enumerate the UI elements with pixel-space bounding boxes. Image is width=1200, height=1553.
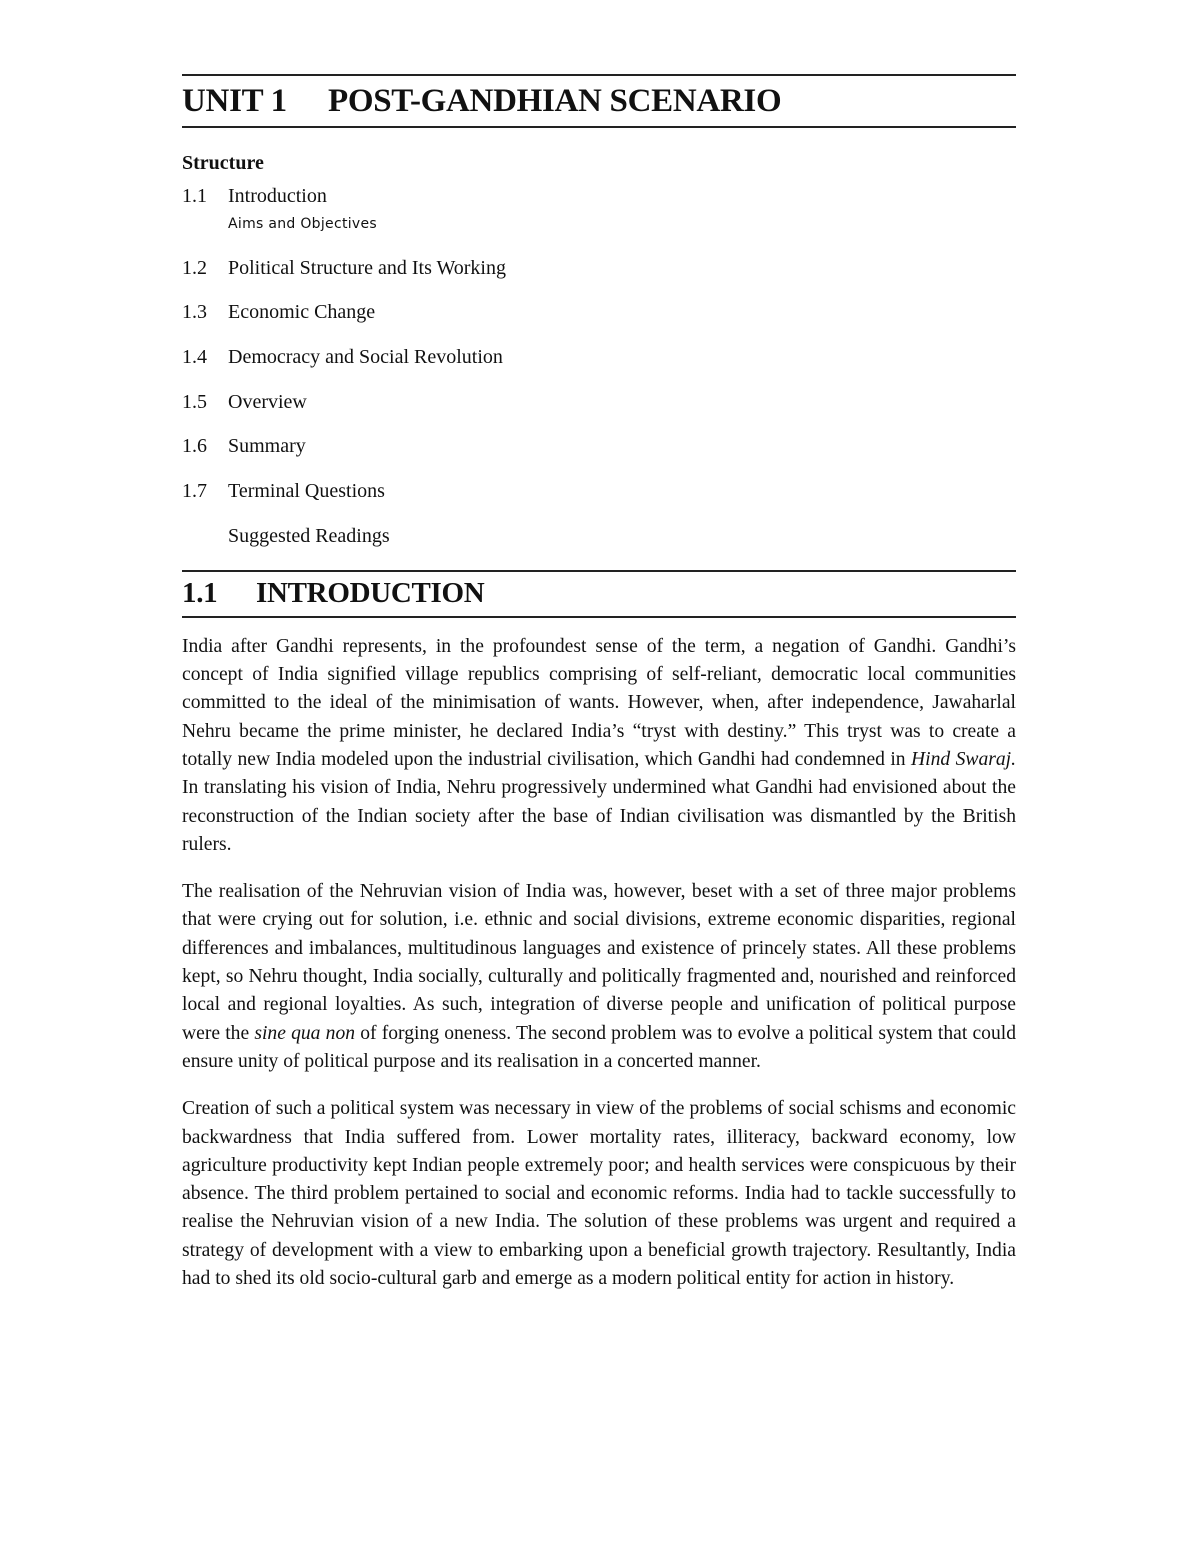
toc-item-title: Terminal Questions [228,480,385,503]
unit-heading-bottom-rule [182,126,1016,128]
paragraph-emphasis: Hind Swaraj. [911,749,1017,770]
toc-item-number: 1.3 [182,301,207,324]
section-number: 1.1 [182,577,218,610]
toc-item [182,257,1016,280]
section-heading-bottom-rule [182,616,1016,618]
toc-item [182,435,1016,458]
introduction-section [182,570,1016,1294]
toc-item-title: Overview [228,390,307,413]
toc-suggested-readings: Suggested Readings [228,524,390,547]
toc-item-title: Introduction [228,185,327,207]
paragraph-text: Creation of such a political system was necessary in view of the problems of social schisms and economic backwardness that India suffered from. Lower mortality rates, illiteracy, backward economy, low agriculture productivity kept Indian people extremely poor; and health services were conspicuous by their absence. The third problem pertained to social and economic reforms. India had to tackle successfully to realise the Nehruvian vision of a new India. The solution of these problems was urgent and required a strategy of development with a view to embarking upon a beneficial growth trajectory. Resultantly, India had to shed its old socio-cultural garb and emerge as a modern political entity for action in history. [182,1098,1016,1290]
structure-label: Structure [182,152,264,174]
toc-item [182,391,1016,414]
toc-item [182,301,1016,324]
toc-item-number: 1.4 [182,346,207,369]
paragraph-text: of forging oneness. The second problem was to evolve a political system that could ensure unity of political purpose and its realisation in a concerted manner. [182,1022,1017,1072]
unit-number: UNIT 1 [182,82,287,119]
unit-heading [182,76,1016,126]
paragraph-text: The realisation of the Nehruvian vision of India was, however, beset with a set of three major problems that were crying out for solution, i.e. ethnic and social divisions, extreme economic disparities, regional differences and imbalances, multitudinous languages and existence of princely states. All these problems kept, so Nehru thought, India socially, culturally and politically fragmented and, nourished and reinforced local and regional loyalties. As such, integration of diverse people and unification of political purpose were the [182,881,1016,1044]
section-heading [182,572,1016,616]
toc-subitem: Aims and Objectives [228,215,378,232]
paragraph-text: India after Gandhi represents, in the profoundest sense of the term, a negation of Gandhi. Gandhi’s concept of India signified village republics comprising of self-reliant, democratic local communities committed to the ideal of the minimisation of wants. However, when, after independence, Jawaharlal Nehru became the prime minister, he declared India’s “tryst with destiny.” This tryst was to create a totally new India modeled upon the industrial civilisation, which Gandhi had condemned in [182,635,1016,770]
toc-item [182,480,1016,503]
table-of-contents [182,185,1016,548]
toc-item-number: 1.2 [182,256,207,279]
toc-item-title: Democracy and Social Revolution [228,346,503,369]
toc-item-title: Political Structure and Its Working [228,256,506,279]
paragraph-text: In translating his vision of India, Nehru progressively undermined what Gandhi had envisioned about the reconstruction of the Indian society after the base of Indian civilisation was dismantled by the British rulers. [182,777,1016,855]
paragraph-emphasis: sine qua non [254,1022,356,1044]
toc-item-number: 1.7 [182,480,207,503]
section-title: INTRODUCTION [256,577,485,610]
toc-item-number: 1.6 [182,435,207,458]
toc-item-number: 1.1 [182,185,207,207]
toc-item [182,346,1016,369]
toc-item-number: 1.5 [182,390,207,413]
body-paragraph [182,633,1016,859]
body-paragraph [182,1095,1016,1293]
toc-item [182,185,1016,208]
body-paragraph [182,878,1016,1076]
toc-item-title: Economic Change [228,301,376,324]
unit-title: POST-GANDHIAN SCENARIO [328,82,782,119]
document-page [182,74,1016,1293]
toc-item-title: Summary [228,435,306,458]
